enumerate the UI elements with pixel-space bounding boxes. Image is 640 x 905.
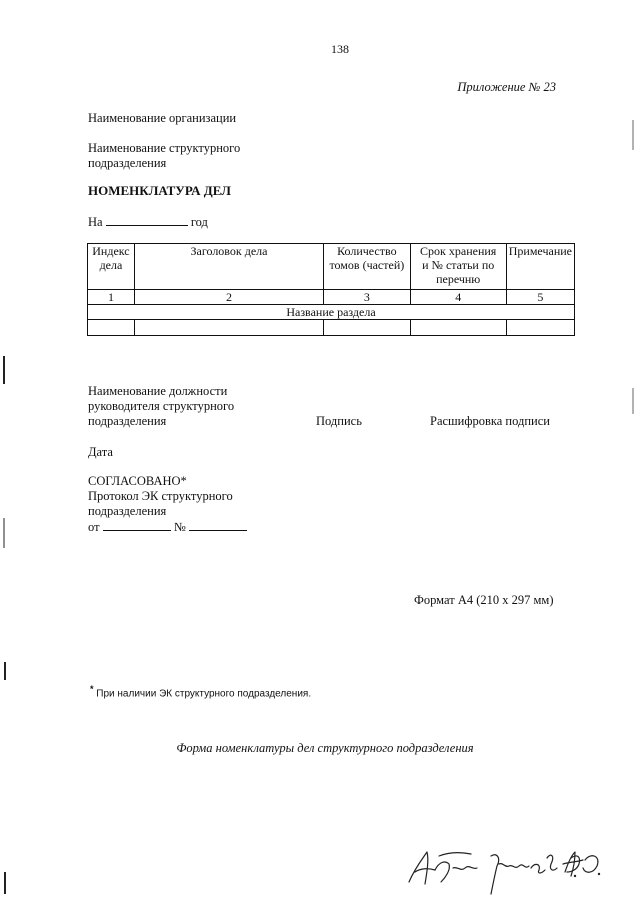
header-line: и № статьи по <box>422 258 495 272</box>
scan-margin-mark <box>4 872 6 894</box>
table-cell <box>324 320 411 336</box>
table-cell <box>410 320 506 336</box>
scan-margin-mark <box>3 356 5 384</box>
year-suffix: год <box>190 215 208 229</box>
handwritten-signature <box>405 838 605 898</box>
format-note: Формат А4 (210 х 297 мм) <box>414 593 554 607</box>
signature-dot <box>598 873 600 875</box>
number-label: № <box>173 520 186 534</box>
signature-dot <box>574 875 576 877</box>
agreed-line: подразделения <box>88 504 167 518</box>
header-volumes <box>324 244 411 290</box>
agreed-line: Протокол ЭК структурного <box>88 489 233 503</box>
scan-margin-mark <box>632 120 634 150</box>
header-line: дела <box>99 258 123 272</box>
table-cell <box>134 320 323 336</box>
scan-margin-mark <box>4 662 6 680</box>
header-note <box>506 244 574 290</box>
form-caption: Форма номенклатуры дел структурного подразделения <box>176 741 474 755</box>
signature-stroke <box>453 867 477 870</box>
table-cell <box>506 320 574 336</box>
unit-name-line: подразделения <box>88 156 167 170</box>
header-line: Количество <box>337 244 397 258</box>
header-title <box>134 244 323 290</box>
table-header-row <box>88 244 575 290</box>
unit-name-line: Наименование структурного <box>88 141 241 155</box>
footnote <box>90 684 311 699</box>
header-index <box>88 244 135 290</box>
column-number: 3 <box>324 290 411 305</box>
header-line: Срок хранения <box>420 244 497 258</box>
page-number: 138 <box>331 42 349 56</box>
signature-stroke <box>409 852 435 884</box>
signature-stroke <box>531 855 557 873</box>
table-row <box>88 320 575 336</box>
header-retention <box>410 244 506 290</box>
column-number: 2 <box>134 290 323 305</box>
signature-label: Подпись <box>316 414 362 428</box>
date-label: Дата <box>88 445 113 459</box>
position-line: подразделения <box>88 414 167 428</box>
signature-stroke <box>563 852 583 876</box>
header-line: Индекс <box>92 244 130 258</box>
section-row <box>88 305 575 320</box>
org-name: Наименование организации <box>88 111 237 125</box>
column-number: 4 <box>410 290 506 305</box>
footnote-mark: * <box>90 684 94 694</box>
scan-margin-mark <box>3 518 5 548</box>
position-line: руководителя структурного <box>88 399 235 413</box>
footnote-text: При наличии ЭК структурного подразделения. <box>96 688 312 700</box>
position-line: Наименование должности <box>88 384 228 398</box>
unit-name <box>88 141 240 171</box>
table-cell <box>88 320 135 336</box>
agreed-date-line <box>88 519 247 535</box>
scan-margin-mark <box>632 388 634 414</box>
nomenclature-table <box>87 243 575 336</box>
year-line <box>88 214 208 230</box>
agreed-title: СОГЛАСОВАНО* <box>88 474 187 488</box>
column-number: 5 <box>506 290 574 305</box>
header-line: Заголовок дела <box>190 244 268 258</box>
year-blank <box>106 214 188 226</box>
document-title: НОМЕНКЛАТУРА ДЕЛ <box>88 183 231 198</box>
header-line: перечню <box>436 272 481 286</box>
number-blank <box>189 519 247 531</box>
appendix-label: Приложение № 23 <box>457 80 556 94</box>
header-line: Примечание <box>508 244 572 258</box>
year-prefix: На <box>88 215 103 229</box>
column-number: 1 <box>88 290 135 305</box>
date-blank <box>103 519 171 531</box>
table-number-row <box>88 290 575 305</box>
position-title <box>88 384 234 429</box>
signature-decoding-label: Расшифровка подписи <box>430 414 550 428</box>
signature-stroke <box>583 856 598 873</box>
agreed-block <box>88 474 247 535</box>
from-label: от <box>88 520 100 534</box>
signature-stroke <box>491 855 529 894</box>
header-line: томов (частей) <box>329 258 405 272</box>
section-title: Название раздела <box>88 305 575 320</box>
